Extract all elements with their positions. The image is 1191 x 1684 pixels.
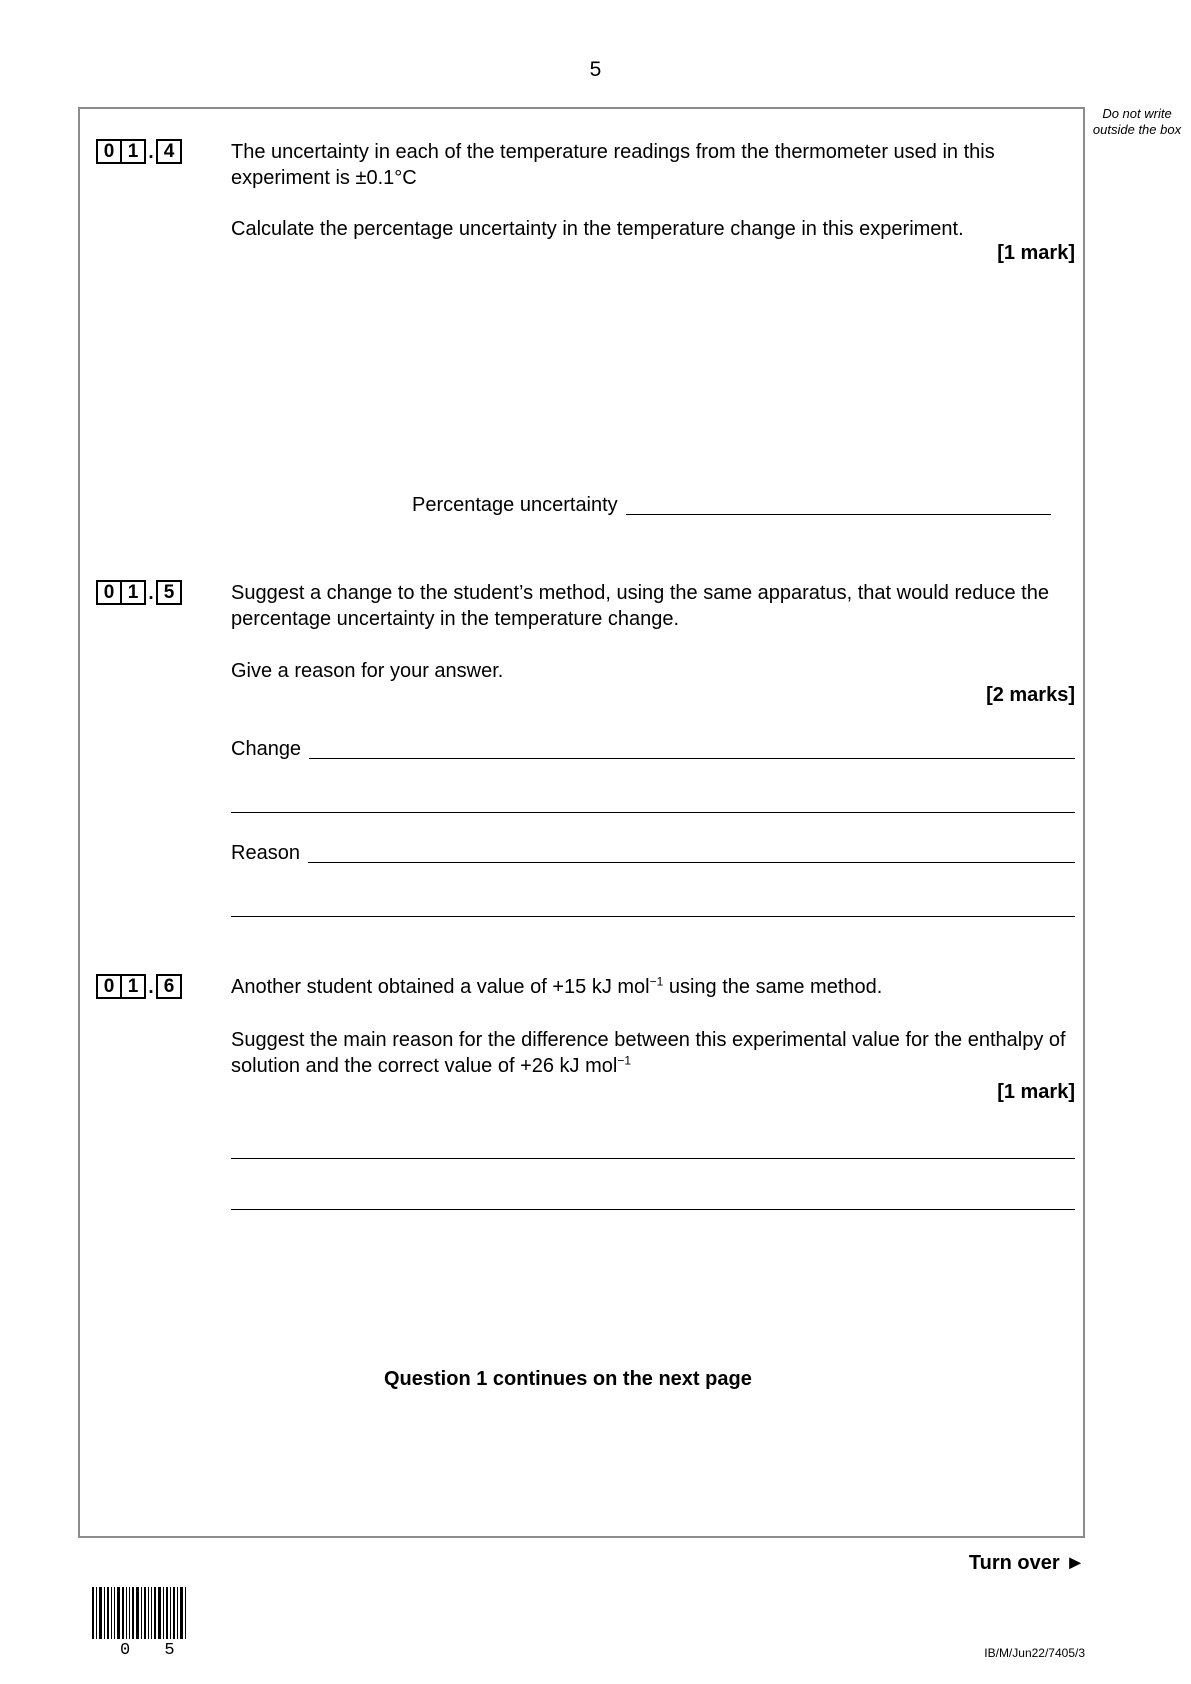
question-text: The uncertainty in each of the temperature readings from the thermometer used in this experiment is ±0.1°C (231, 141, 995, 189)
question-instruction: Give a reason for your answer. (231, 660, 504, 682)
question-text-part: Suggest the main reason for the difference between this experimental value for the enthalpy of solution and the correct value of +26 kJ mol (231, 1029, 1066, 1077)
question-text-part: Another student obtained a value of +15 kJ mol (231, 976, 650, 998)
superscript: −1 (649, 974, 664, 989)
question-digit: 5 (156, 580, 182, 605)
question-digit: 0 (96, 139, 122, 164)
mark-allocation: [1 mark] (997, 242, 1075, 264)
change-label: Change (231, 738, 302, 760)
mark-allocation: [1 mark] (997, 1081, 1075, 1103)
question-digit: 6 (156, 974, 182, 999)
question-digit: 1 (122, 139, 146, 164)
question-instruction (231, 1027, 1071, 1079)
question-text: Suggest a change to the student’s method, using the same apparatus, that would reduce the percentage uncertainty in the temperature change. (231, 582, 1049, 630)
mark-allocation: [2 marks] (986, 684, 1075, 706)
turn-over-label: Turn over ► (968, 1552, 1085, 1574)
question-digit: 1 (122, 580, 146, 605)
reason-label: Reason (231, 842, 300, 864)
change-answer-line[interactable] (309, 758, 1075, 759)
margin-instruction: Do not write outside the box (1092, 106, 1182, 137)
page-number: 5 (589, 58, 602, 81)
answer-line[interactable] (231, 1209, 1075, 1210)
answer-line-row (231, 736, 1075, 762)
question-number-015 (96, 580, 182, 605)
change-answer-line[interactable] (231, 812, 1075, 813)
question-text (231, 974, 1071, 1000)
barcode-icon (92, 1587, 188, 1639)
question-number-016 (96, 974, 182, 999)
superscript: −1 (617, 1053, 632, 1068)
question-digit: 1 (122, 974, 146, 999)
question-digit: 4 (156, 139, 182, 164)
answer-line-row (412, 492, 1051, 518)
answer-line-row (231, 840, 1075, 866)
answer-label: Percentage uncertainty (412, 494, 618, 516)
question-digit: 0 (96, 580, 122, 605)
question-digit: 0 (96, 974, 122, 999)
continuation-note: Question 1 continues on the next page (384, 1368, 752, 1390)
barcode-digits: 0 5 (120, 1641, 187, 1660)
question-dot: . (148, 583, 154, 604)
question-dot: . (148, 977, 154, 998)
reason-answer-line[interactable] (308, 862, 1075, 863)
answer-frame (78, 107, 1085, 1538)
paper-code: IB/M/Jun22/7405/3 (984, 1646, 1085, 1660)
answer-line[interactable] (231, 1158, 1075, 1159)
reason-answer-line[interactable] (231, 916, 1075, 917)
question-instruction: Calculate the percentage uncertainty in the temperature change in this experiment. (231, 218, 964, 240)
answer-line[interactable] (626, 514, 1051, 515)
question-dot: . (148, 142, 154, 163)
question-text-part: using the same method. (663, 976, 883, 998)
question-number-014 (96, 139, 182, 164)
